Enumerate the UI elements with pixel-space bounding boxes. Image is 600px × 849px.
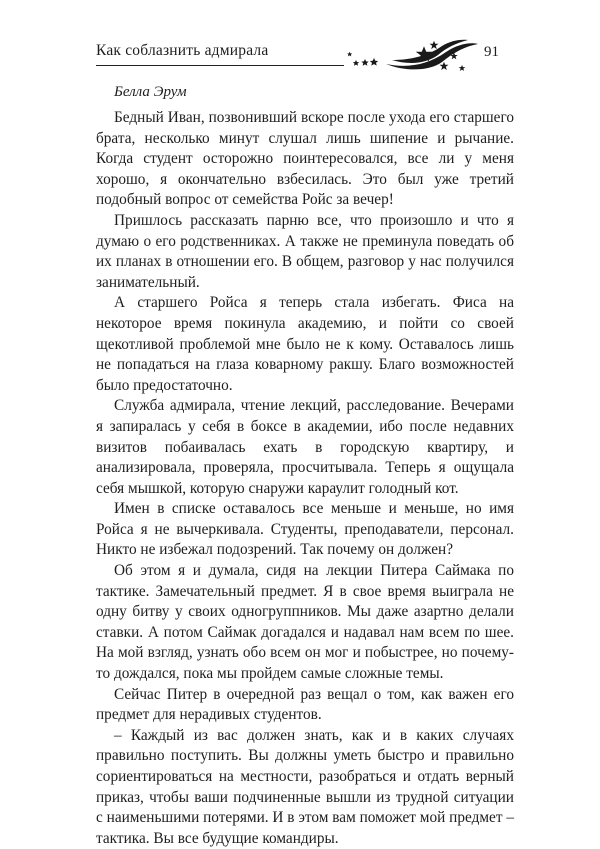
running-title: Как соблазнить адмирала	[96, 42, 269, 59]
paragraph: Имен в списке оставалось все меньше и меньше, но имя Ройса я не вычеркивала. Студенты, преподаватели, персонал. Никто не избежал подозрений. Так почему он должен?	[96, 500, 514, 559]
paragraph: – Каждый из вас должен знать, как и в каких случаях правильно поступить. Вы должны уметь быстро и правильно сориентироваться на местности, разобраться и отдать верный приказ, чтобы ваши подчиненные вышли из трудной ситуации с наименьшими потерями. И в этом вам поможет мой предмет – тактика. Вы все будущие командиры.	[96, 726, 514, 847]
page-number: 91	[484, 44, 499, 60]
author-name: Белла Эрум	[114, 84, 187, 100]
paragraph: Об этом я и думала, сидя на лекции Питера Саймака по тактике. Замечательный предмет. Я в свое время выиграла не одну битву у своих одногруппников. Мы даже азартно делали ставки. А потом Саймак догадался и надавал нам всем по шее. На мой взгляд, узнать обо всем он мог и побыстрее, но почему-то дождался, пока мы пройдем самые сложные темы.	[96, 562, 514, 683]
paragraph: Пришлось рассказать парню все, что произошло и что я думаю о его родственниках. А также не преминула поведать об их планах в отношении его. В общем, разговор у нас получился занимательный.	[96, 211, 514, 291]
body-text	[96, 108, 514, 849]
header-rule	[96, 65, 344, 66]
running-header	[96, 38, 516, 78]
paragraph: А старшего Ройса я теперь стала избегать. Фиса на некоторое время покинула академию, и пойти со своей щекотливой проблемой мне было не к кому. Оставалось лишь не попадаться на глаза коварному ракшу. Благо возможностей было предостаточно.	[96, 294, 514, 394]
paragraph: Сейчас Питер в очередной раз вещал о том, как важен его предмет для нерадивых студентов.	[96, 685, 514, 724]
paragraph: Служба адмирала, чтение лекций, расследование. Вечерами я запиралась у себя в боксе в академии, ибо после недавних визитов побаивалась ехать в городскую квартиру, и анализировала, проверяла, просчитывала. Теперь я ощущала себя мышкой, которую снаружи караулит голодный кот.	[96, 397, 514, 497]
stars-swoosh-ornament-icon	[346, 38, 481, 78]
paragraph: Бедный Иван, позвонивший вскоре после ухода его старшего брата, несколько минут слушал лишь шипение и рычание. Когда студент осторожно поинтересовался, все ли у меня хорошо, я окончательно взбесилась. Это был уже третий подобный вопрос от семейства Ройс за вечер!	[96, 109, 514, 209]
